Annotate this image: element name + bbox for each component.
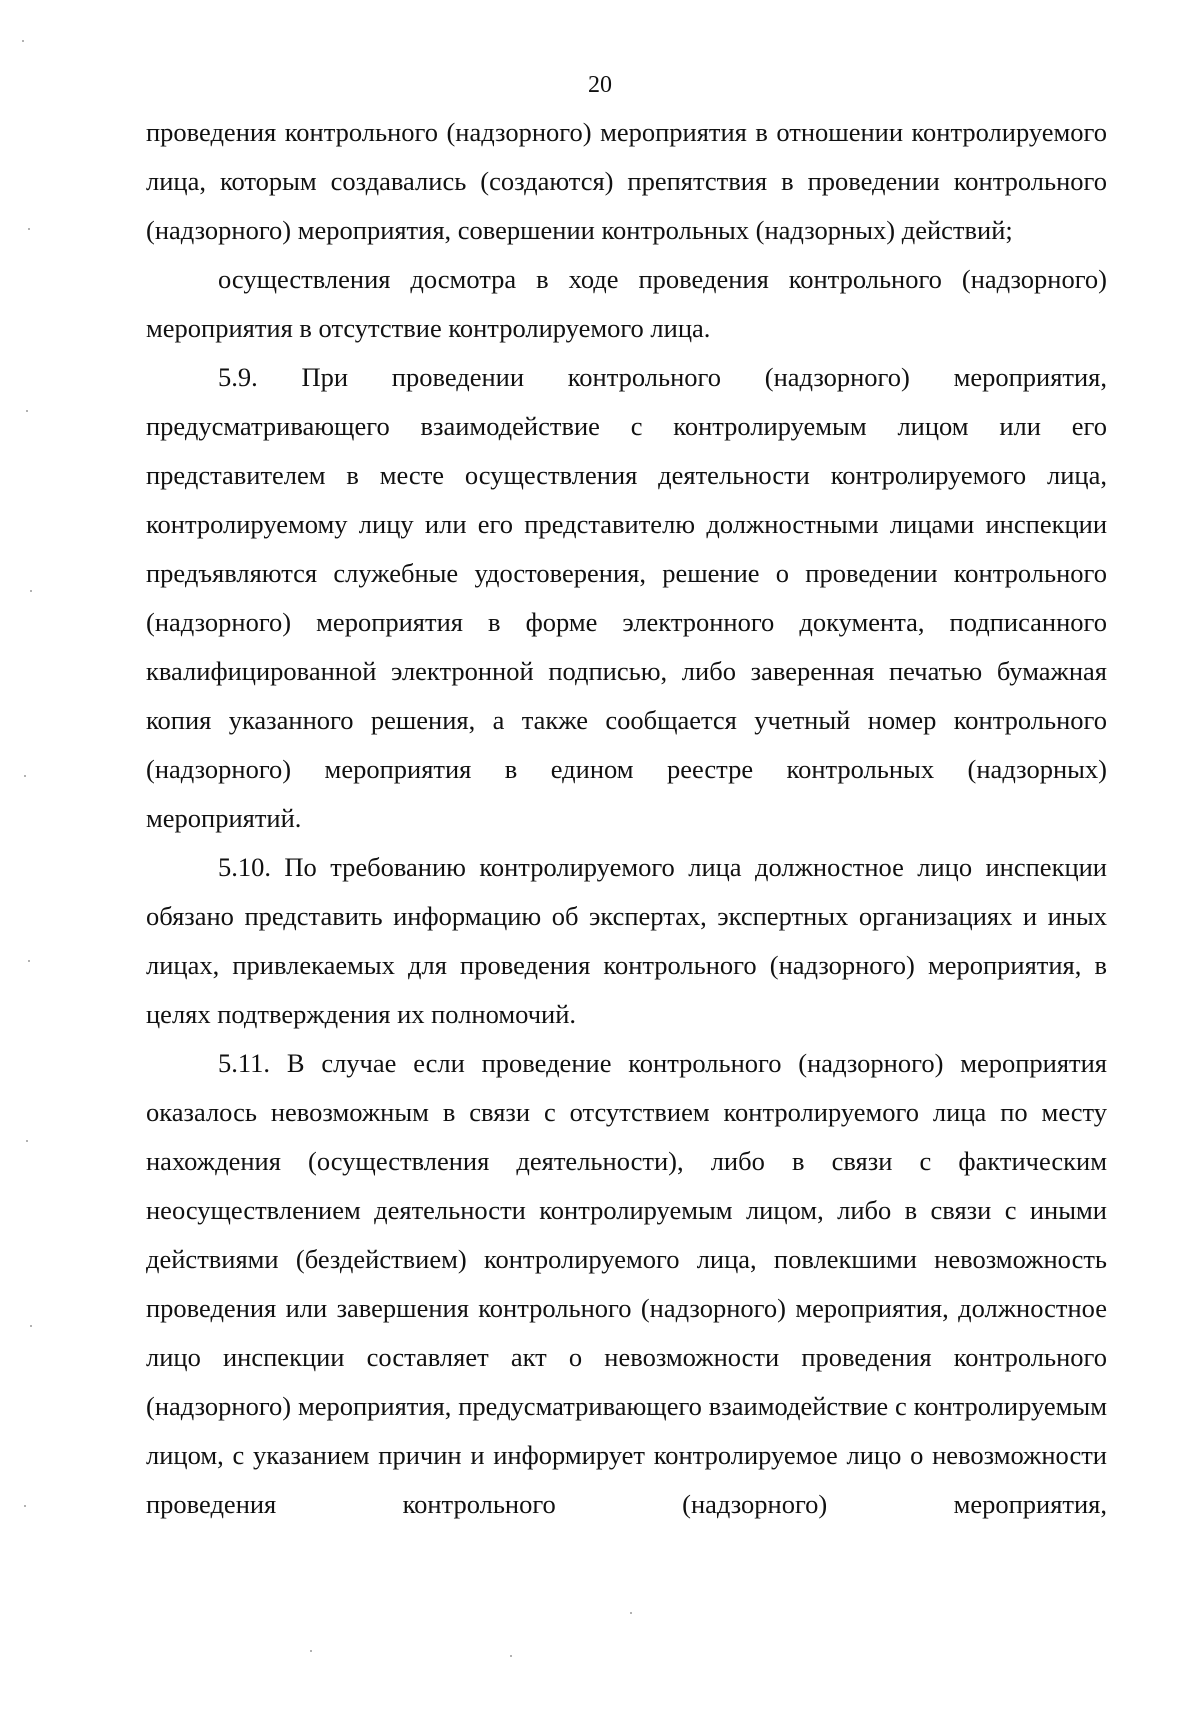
scan-speck (28, 960, 30, 962)
document-body (146, 108, 1107, 1529)
scan-speck (310, 1650, 312, 1652)
scan-speck (510, 1655, 512, 1657)
paragraph-continuation: проведения контрольного (надзорного) мероприятия в отношении контролируемого лица, которым создавались (создаются) препятствия в проведении контрольного (надзорного) мероприятия, совершении контрольных (надзорных) действий; (146, 117, 1107, 245)
scan-speck (30, 590, 32, 592)
scan-speck (24, 775, 26, 777)
scan-speck (28, 228, 30, 230)
paragraph-inspection-without-person: осуществления досмотра в ходе проведения контрольного (надзорного) мероприятия в отсутствие контролируемого лица. (146, 264, 1107, 343)
scan-speck (30, 1325, 32, 1327)
scan-speck (22, 40, 24, 42)
paragraph-5-10: 5.10. По требованию контролируемого лица должностное лицо инспекции обязано представить информацию об экспертах, экспертных организациях и иных лицах, привлекаемых для проведения контрольного (надзорного) мероприятия, в целях подтверждения их полномочий. (146, 852, 1107, 1029)
scan-speck (24, 1505, 26, 1507)
page-number: 20 (588, 72, 612, 98)
scan-speck (26, 1140, 28, 1142)
scan-speck (630, 1612, 632, 1614)
paragraph-5-9: 5.9. При проведении контрольного (надзорного) мероприятия, предусматривающего взаимодействие с контролируемым лицом или его представителем в месте осуществления деятельности контролируемого лица, контролируемому лицу или его представителю должностными лицами инспекции предъявляются служебные удостоверения, решение о проведении контрольного (надзорного) мероприятия в форме электронного документа, подписанного квалифицированной электронной подписью, либо заверенная печатью бумажная копия указанного решения, а также сообщается учетный номер контрольного (надзорного) мероприятия в едином реестре контрольных (надзорных) мероприятий. (146, 362, 1107, 833)
paragraph-5-11: 5.11. В случае если проведение контрольного (надзорного) мероприятия оказалось невозможным в связи с отсутствием контролируемого лица по месту нахождения (осуществления деятельности), либо в связи с фактическим неосуществлением деятельности контролируемым лицом, либо в связи с иными действиями (бездействием) контролируемого лица, повлекшими невозможность проведения или завершения контрольного (надзорного) мероприятия, должностное лицо инспекции составляет акт о невозможности проведения контрольного (надзорного) мероприятия, предусматривающего взаимодействие с контролируемым лицом, с указанием причин и информирует контролируемое лицо о невозможности проведения контрольного (надзорного) мероприятия, (146, 1048, 1107, 1519)
scan-speck (26, 410, 28, 412)
